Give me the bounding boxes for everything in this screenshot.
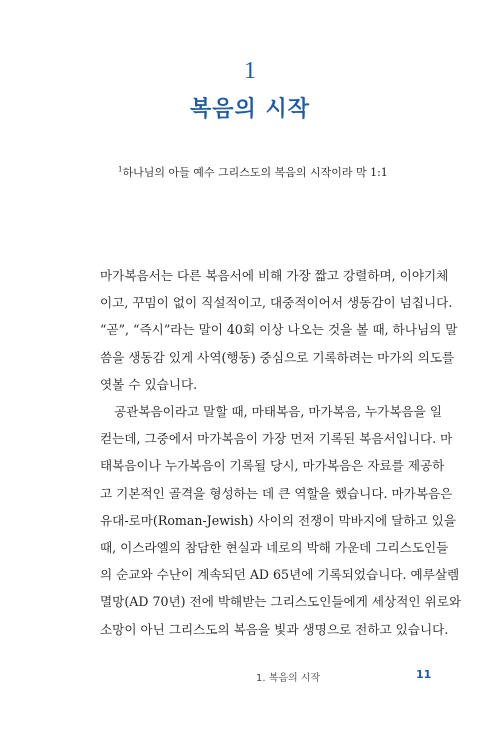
- body-line: 때, 이스라엘의 참담한 현실과 네로의 박해 가운데 그리스도인들: [100, 540, 449, 556]
- body-line: 컫는데, 그중에서 마가복음이 가장 먼저 기록된 복음서입니다. 마: [100, 431, 453, 447]
- page-number: 11: [416, 668, 432, 681]
- body-paragraphs: [100, 262, 462, 643]
- chapter-title: 복음의 시작: [190, 97, 310, 122]
- verse-number: 1: [118, 165, 123, 174]
- body-line: 고 기본적인 골격을 형성하는 데 큰 역할을 했습니다. 마가복음은: [100, 485, 453, 501]
- body-line: 의 순교와 수난이 계속되던 AD 65년에 기록되었습니다. 예루살렘: [100, 567, 460, 583]
- body-line: 공관복음이라고 말할 때, 마태복음, 마가복음, 누가복음을 일: [114, 404, 443, 420]
- body-line: 씀을 생동감 있게 사역(행동) 중심으로 기록하려는 마가의 의도를: [100, 349, 455, 365]
- body-line: 마가복음서는 다른 복음서에 비해 가장 짧고 강렬하며, 이야기체: [100, 268, 449, 283]
- body-line: 소망이 아닌 그리스도의 복음을 빛과 생명으로 전하고 있습니다.: [100, 621, 449, 637]
- chapter-number: 1: [244, 58, 256, 84]
- body-line: 태복음이나 누가복음이 기록될 당시, 마가복음은 자료를 제공하: [100, 458, 445, 474]
- epigraph-text: 하나님의 아들 예수 그리스도의 복음의 시작이라 막 1:1: [122, 166, 388, 179]
- running-title: 1. 복음의 시작: [256, 673, 321, 684]
- epigraph-verse: [118, 164, 388, 180]
- body-line: 멸망(AD 70년) 전에 박해받는 그리스도인들에게 세상적인 위로와: [100, 594, 462, 610]
- body-line: 이고, 꾸밈이 없이 직설적이고, 대중적이어서 생동감이 넘칩니다.: [100, 295, 453, 311]
- body-line: 유대-로마(Roman-Jewish) 사이의 전쟁이 막바지에 달하고 있을: [100, 512, 457, 528]
- body-line: 엿볼 수 있습니다.: [100, 376, 198, 392]
- body-line: “곧”, “즉시”라는 말이 40회 이상 나오는 것을 볼 때, 하나님의 말: [100, 322, 458, 338]
